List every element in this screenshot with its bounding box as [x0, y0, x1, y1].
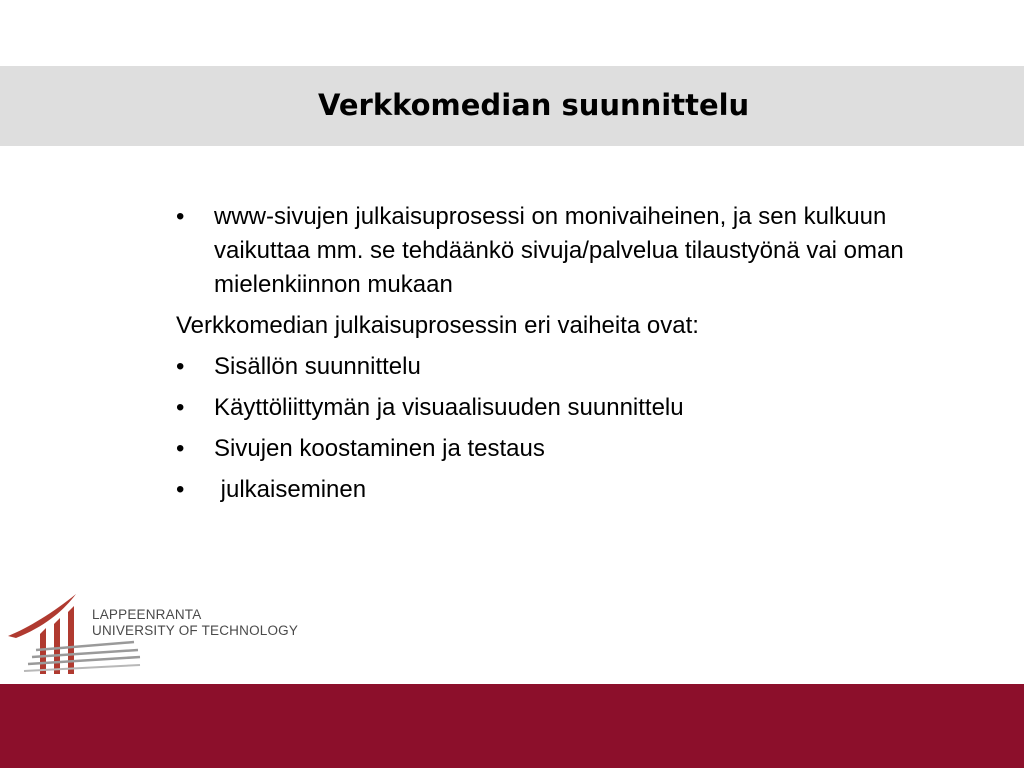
list-item-text: Käyttöliittymän ja visuaalisuuden suunnittelu [214, 394, 684, 421]
list-item [176, 350, 916, 384]
bullet-glyph: • [176, 203, 185, 230]
list-item [176, 200, 916, 302]
list-item-text: Sisällön suunnittelu [214, 353, 421, 380]
logo-text-line2: UNIVERSITY OF TECHNOLOGY [92, 623, 299, 638]
list-item [176, 391, 916, 425]
footer-band [0, 684, 1024, 768]
slide-content [176, 200, 916, 514]
list-item-text: Verkkomedian julkaisuprosessin eri vaiheita ovat: [176, 312, 699, 339]
bullet-glyph: • [176, 476, 185, 503]
slide-title: Verkkomedian suunnittelu [318, 88, 750, 122]
bullet-glyph: • [176, 353, 185, 380]
list-intro-text [176, 309, 916, 343]
bullet-glyph: • [176, 435, 185, 462]
list-item-text: www-sivujen julkaisuprosessi on monivaiheinen, ja sen kulkuun vaikuttaa mm. se tehdäänkö sivuja/palvelua tilaustyönä vai oman mielenkiinnon mukaan [214, 203, 904, 298]
list-item [176, 432, 916, 466]
list-item [176, 473, 916, 507]
bullet-glyph: • [176, 394, 185, 421]
logo-text-line1: LAPPEENRANTA [92, 607, 202, 622]
list-item-text: Sivujen koostaminen ja testaus [214, 435, 545, 462]
list-item-text: julkaiseminen [214, 476, 367, 503]
university-logo [6, 590, 306, 678]
